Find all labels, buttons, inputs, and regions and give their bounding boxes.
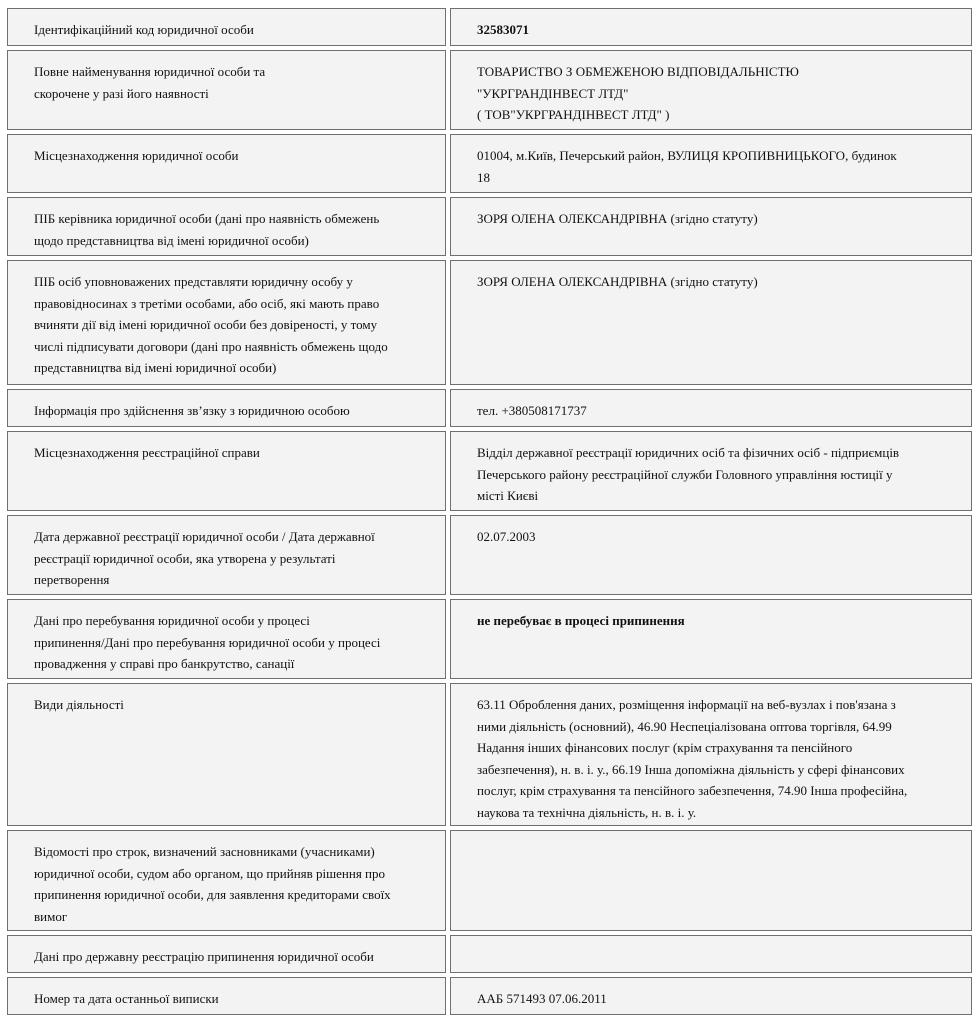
field-value-cell bbox=[450, 683, 972, 826]
field-label-cell bbox=[7, 197, 446, 256]
field-label-line: реєстрації юридичної особи, яка утворена у результаті bbox=[34, 550, 336, 566]
field-label-line: припинення юридичної особи, для заявлення кредиторами своїх bbox=[34, 887, 391, 902]
field-label-cell bbox=[7, 683, 446, 826]
field-label-cell bbox=[7, 977, 446, 1015]
field-label-line: юридичної особи, судом або органом, що прийняв рішення про bbox=[34, 865, 386, 881]
field-value-line: 02.07.2003 bbox=[477, 529, 536, 544]
field-value-cell bbox=[450, 599, 972, 679]
field-label-line: Дані про державну реєстрацію припинення юридичної особи bbox=[34, 949, 374, 964]
field-label-line: вимог bbox=[34, 908, 68, 924]
table-row bbox=[7, 389, 972, 427]
field-label-line: щодо представництва від імені юридичної особи) bbox=[34, 232, 309, 248]
field-value-line: тел. +380508171737 bbox=[477, 403, 587, 418]
field-value-cell bbox=[450, 8, 972, 46]
field-value-line: ААБ 571493 07.06.2011 bbox=[477, 991, 607, 1006]
field-label-line: числі підписувати договори (дані про наявність обмежень щодо bbox=[34, 338, 388, 354]
field-label-line: Дата державної реєстрації юридичної особи / Дата державної bbox=[34, 529, 375, 544]
field-label-cell bbox=[7, 260, 446, 385]
table-row bbox=[7, 683, 972, 826]
field-label-cell bbox=[7, 50, 446, 130]
table-row bbox=[7, 260, 972, 385]
field-value-line: ( ТОВ"УКРГРАНДІНВЕСТ ЛТД" ) bbox=[477, 107, 670, 122]
field-label-line: Номер та дата останньої виписки bbox=[34, 991, 219, 1006]
table-row bbox=[7, 935, 972, 973]
table-row bbox=[7, 431, 972, 511]
field-value-cell bbox=[450, 431, 972, 511]
field-label-cell bbox=[7, 8, 446, 46]
table-row bbox=[7, 515, 972, 595]
field-label-cell bbox=[7, 134, 446, 193]
field-value-cell bbox=[450, 830, 972, 931]
field-label-line: Інформація про здійснення зв’язку з юридичною особою bbox=[34, 403, 350, 418]
table-row bbox=[7, 134, 972, 193]
field-value-line: наукова та технічна діяльність, н. в. і. у. bbox=[477, 804, 697, 820]
field-label-line: представництва від імені юридичної особи) bbox=[34, 360, 277, 375]
field-value-line: забезпечення), н. в. і. у., 66.19 Інша допоміжна діяльність у сфері фінансових bbox=[477, 761, 905, 777]
field-label-cell bbox=[7, 935, 446, 973]
field-value-line: ТОВАРИСТВО З ОБМЕЖЕНОЮ ВІДПОВІДАЛЬНІСТЮ bbox=[477, 64, 799, 79]
field-value-line: Печерського району реєстраційної служби Головного управління юстиції у bbox=[477, 466, 893, 482]
field-label-line: Ідентифікаційний код юридичної особи bbox=[34, 22, 254, 37]
field-label-line: ПІБ осіб уповноважених представляти юридичну особу у bbox=[34, 274, 353, 289]
table-row bbox=[7, 830, 972, 931]
field-label-line: правовідносинах з третіми особами, або осіб, які мають право bbox=[34, 295, 380, 311]
field-label-line: припинення/Дані про перебування юридичної особи у процесі bbox=[34, 634, 381, 650]
field-label-line: скорочене у разі його наявності bbox=[34, 85, 209, 101]
field-value-line: Надання інших фінансових послуг (крім страхування та пенсійного bbox=[477, 740, 853, 755]
field-value-cell bbox=[450, 977, 972, 1015]
field-value-cell bbox=[450, 935, 972, 973]
field-value-line: не перебуває в процесі припинення bbox=[477, 613, 685, 628]
field-value-line: ЗОРЯ ОЛЕНА ОЛЕКСАНДРІВНА (згідно статуту) bbox=[477, 211, 758, 226]
field-value-cell bbox=[450, 260, 972, 385]
table-row bbox=[7, 977, 972, 1015]
field-value-line: ЗОРЯ ОЛЕНА ОЛЕКСАНДРІВНА (згідно статуту) bbox=[477, 274, 758, 289]
field-label-line: Дані про перебування юридичної особи у процесі bbox=[34, 613, 310, 628]
registry-extract-table bbox=[3, 4, 975, 1019]
field-label-line: ПІБ керівника юридичної особи (дані про наявність обмежень bbox=[34, 211, 380, 226]
field-label-line: перетворення bbox=[34, 572, 110, 587]
field-label-cell bbox=[7, 830, 446, 931]
field-label-line: вчиняти дії від імені юридичної особи без довіреності, у тому bbox=[34, 317, 378, 332]
field-value-cell bbox=[450, 134, 972, 193]
table-row bbox=[7, 197, 972, 256]
field-value-line: 01004, м.Київ, Печерський район, ВУЛИЦЯ КРОПИВНИЦЬКОГО, будинок bbox=[477, 148, 897, 163]
field-value-line: "УКРГРАНДІНВЕСТ ЛТД" bbox=[477, 85, 629, 101]
field-label-line: Місцезнаходження юридичної особи bbox=[34, 148, 239, 163]
field-value-line: послуг, крім страхування та пенсійного забезпечення, 74.90 Інша професійна, bbox=[477, 783, 908, 798]
field-value-line: 18 bbox=[477, 169, 490, 185]
field-label-line: Повне найменування юридичної особи та bbox=[34, 64, 266, 79]
field-value-line: 32583071 bbox=[477, 22, 529, 37]
field-label-cell bbox=[7, 431, 446, 511]
table-row bbox=[7, 8, 972, 46]
field-label-cell bbox=[7, 515, 446, 595]
field-value-cell bbox=[450, 515, 972, 595]
field-label-cell bbox=[7, 599, 446, 679]
field-value-cell bbox=[450, 389, 972, 427]
field-label-cell bbox=[7, 389, 446, 427]
field-label-line: Відомості про строк, визначений засновниками (учасниками) bbox=[34, 844, 375, 859]
table-body bbox=[7, 8, 972, 1015]
field-label-line: Види діяльності bbox=[34, 697, 124, 712]
table-row bbox=[7, 50, 972, 130]
field-value-cell bbox=[450, 50, 972, 130]
field-label-line: Місцезнаходження реєстраційної справи bbox=[34, 445, 260, 460]
field-value-line: Відділ державної реєстрації юридичних осіб та фізичних осіб - підприємців bbox=[477, 445, 900, 460]
table-row bbox=[7, 599, 972, 679]
field-value-line: ними діяльність (основний), 46.90 Неспеціалізована оптова торгівля, 64.99 bbox=[477, 718, 892, 734]
field-value-line: місті Києві bbox=[477, 488, 539, 503]
field-value-cell bbox=[450, 197, 972, 256]
field-label-line: провадження у справі про банкрутство, санації bbox=[34, 656, 295, 671]
field-value-line: 63.11 Оброблення даних, розміщення інформації на веб-вузлах і пов'язана з bbox=[477, 697, 896, 712]
